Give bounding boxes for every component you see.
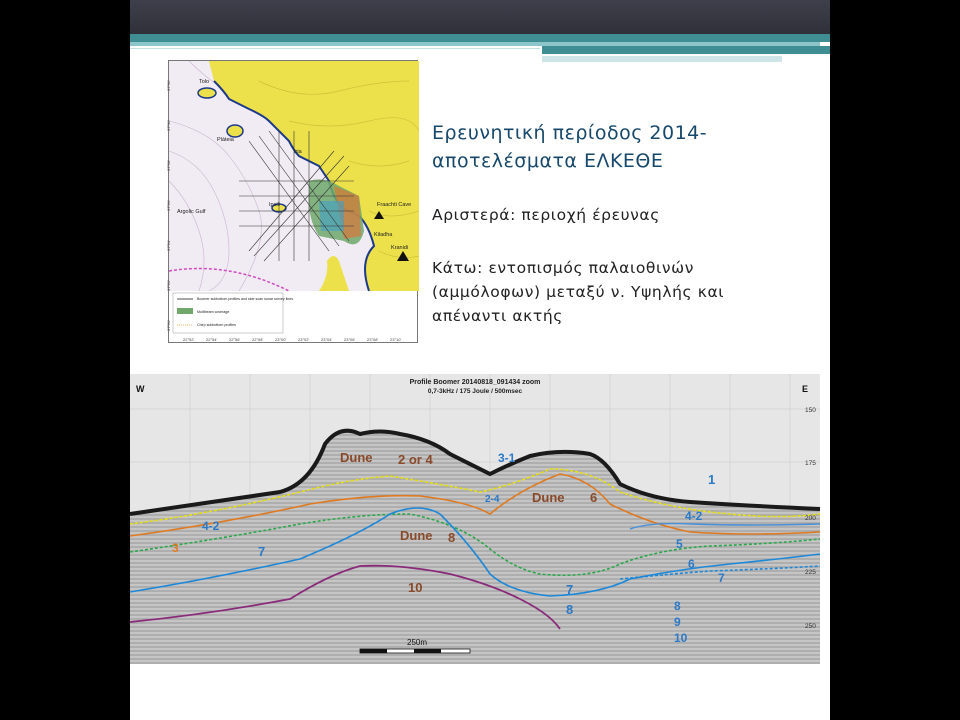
label-8-right: 8	[674, 599, 681, 613]
header-accent-block-light	[542, 56, 782, 62]
seismic-profile-graphic	[130, 374, 820, 664]
slide-header-bar	[130, 0, 830, 34]
map-lon-ticks	[183, 337, 401, 342]
place-plateia: Pláteia	[217, 137, 234, 143]
svg-text:37°20': 37°20'	[166, 319, 171, 331]
label-4-2-right: 4-2	[685, 509, 703, 523]
legend-chirp: Chirp subbottom profiles	[197, 323, 236, 327]
svg-text:200: 200	[805, 515, 816, 522]
label-7-left: 7	[258, 544, 266, 559]
legend-boomer: Boomer subbottom profiles and side scan sonar survey lines	[197, 297, 294, 301]
svg-text:23°06': 23°06'	[344, 337, 356, 342]
label-3-1: 3-1	[498, 451, 516, 465]
profile-title: Profile Boomer 20140818_091434 zoom	[409, 379, 541, 386]
svg-text:22°58': 22°58'	[252, 337, 264, 342]
header-accent-block	[542, 46, 830, 54]
island-plateia	[227, 125, 243, 137]
east-label: E	[802, 384, 809, 394]
label-9-right: 9	[674, 615, 681, 629]
header-accent-line	[130, 48, 540, 49]
bottom-caption-line-1: Κάτω: εντοπισμός παλαιοθινών	[432, 259, 694, 277]
slide	[130, 0, 830, 720]
svg-text:37°22': 37°22'	[166, 279, 171, 291]
survey-area-map	[168, 60, 418, 343]
place-kranidi: Kranidi	[391, 245, 409, 251]
left-caption: Αριστερά: περιοχή έρευνας	[432, 206, 660, 224]
svg-text:250: 250	[805, 623, 816, 630]
label-dune-8: Dune	[400, 528, 433, 543]
place-kiladha: Kiladha	[374, 232, 393, 238]
island-tolo	[198, 88, 216, 98]
label-8-brown: 8	[448, 530, 456, 545]
svg-text:37°24': 37°24'	[166, 239, 171, 251]
slide-title-line-1: Ερευνητική περίοδος 2014-	[432, 122, 708, 144]
label-10-right: 10	[674, 631, 688, 645]
svg-text:225: 225	[805, 569, 816, 576]
label-2-4: 2-4	[485, 494, 500, 505]
svg-text:22°54': 22°54'	[206, 337, 218, 342]
svg-text:23°04': 23°04'	[321, 337, 333, 342]
svg-text:23°08': 23°08'	[367, 337, 379, 342]
map-graphic	[166, 61, 419, 344]
svg-text:22°56': 22°56'	[229, 337, 241, 342]
svg-text:175: 175	[805, 460, 816, 467]
svg-text:37°32': 37°32'	[166, 79, 171, 91]
label-5: 5	[676, 537, 683, 551]
west-label: W	[136, 384, 145, 394]
seismic-profile	[130, 374, 820, 664]
svg-text:37°28': 37°28'	[166, 159, 171, 171]
label-2-or-4: 2 or 4	[398, 452, 433, 467]
svg-text:37°26': 37°26'	[166, 199, 171, 211]
label-10-brown: 10	[408, 580, 423, 595]
svg-text:23°00': 23°00'	[275, 337, 287, 342]
label-dune-top: Dune	[340, 450, 373, 465]
svg-text:150: 150	[805, 407, 816, 414]
svg-text:22°52': 22°52'	[183, 337, 195, 342]
label-7-mid: 7	[566, 582, 574, 597]
place-argolic-gulf: Argolic Gulf	[177, 209, 206, 215]
label-6-brown: 6	[590, 490, 598, 505]
svg-text:23°02': 23°02'	[298, 337, 310, 342]
label-6-blue: 6	[688, 557, 695, 571]
svg-text:23°10': 23°10'	[390, 337, 402, 342]
label-1: 1	[708, 472, 716, 487]
scale-label: 250m	[407, 638, 428, 647]
profile-subtitle: 0,7-3kHz / 175 Joule / 500msec	[427, 388, 523, 395]
slide-title-line-2: αποτελέσματα ΕΛΚΕΘΕ	[432, 150, 664, 172]
bottom-caption-line-3: απέναντι ακτής	[432, 307, 563, 325]
legend-multibeam: Multibeam coverage	[197, 310, 230, 314]
place-ipsili: Ipsili	[269, 202, 281, 208]
place-fraachti-cave: Fraachti Cave	[377, 202, 412, 208]
svg-text:37°30': 37°30'	[166, 119, 171, 131]
header-accent-band	[130, 34, 830, 42]
place-iria: Iria	[294, 149, 302, 155]
label-4-2-left: 4-2	[202, 519, 220, 533]
place-tolo: Tolo	[199, 79, 210, 85]
label-8-mid: 8	[566, 602, 574, 617]
label-7-right: 7	[718, 571, 725, 585]
label-3: 3	[172, 541, 179, 555]
label-dune-right: Dune	[532, 490, 565, 505]
bottom-caption-line-2: (αμμόλοφων) μεταξύ ν. Υψηλής και	[432, 283, 725, 301]
